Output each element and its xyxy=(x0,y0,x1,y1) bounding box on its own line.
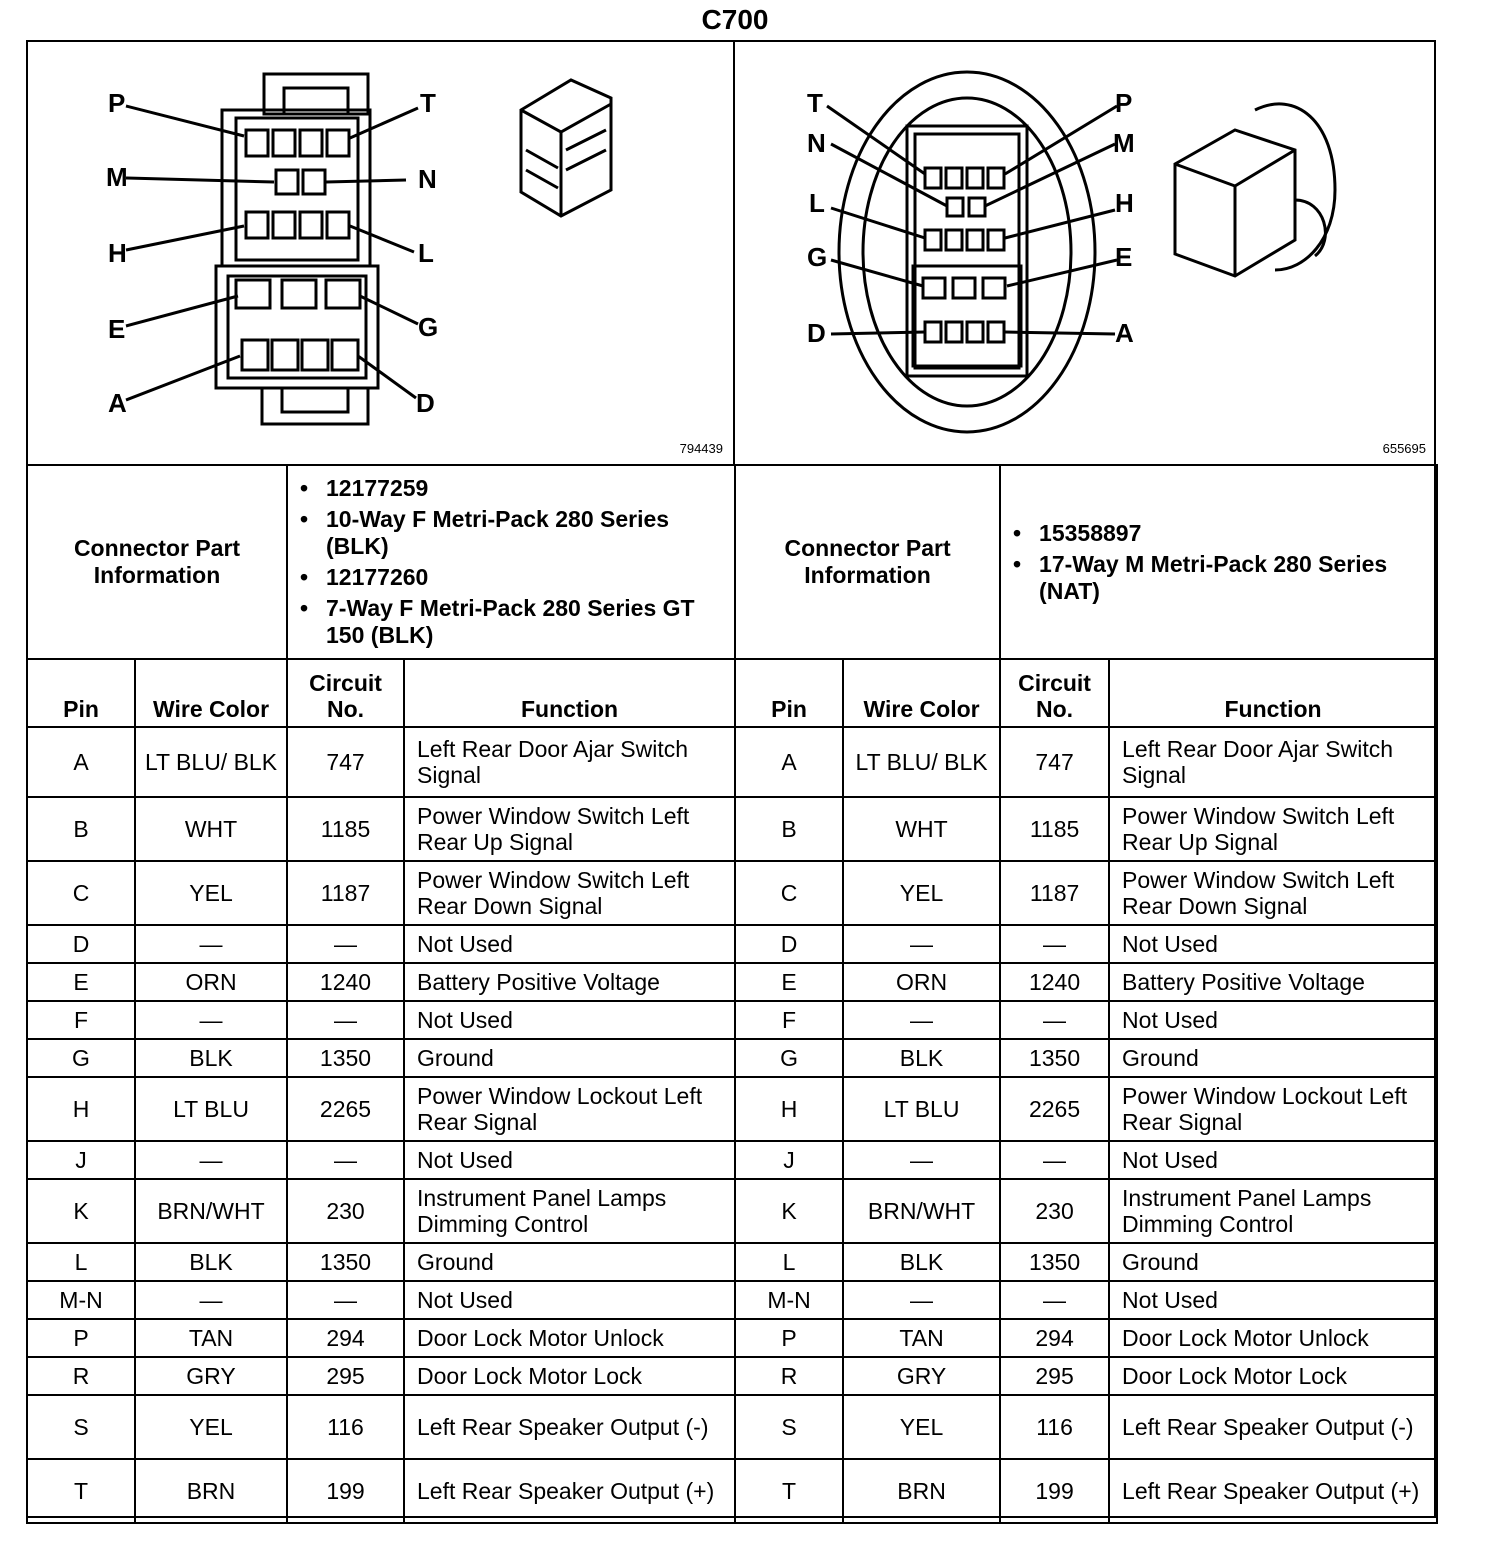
function-cell: Left Rear Speaker Output (-) xyxy=(404,1395,735,1459)
wire-color-cell: LT BLU xyxy=(843,1077,1000,1141)
header-pin: Pin xyxy=(735,659,843,727)
function-cell: Left Rear Speaker Output (+) xyxy=(1109,1459,1437,1523)
circuit-cell: — xyxy=(1000,1281,1109,1319)
wire-color-cell: TAN xyxy=(135,1319,287,1357)
right-pin-label: P xyxy=(1115,88,1133,118)
wire-color-cell: LT BLU/ BLK xyxy=(843,727,1000,797)
circuit-cell: — xyxy=(1000,1141,1109,1179)
right-pin-label: M xyxy=(1113,128,1135,158)
pin-cell: H xyxy=(27,1077,135,1141)
pin-cell: K xyxy=(27,1179,135,1243)
table-row xyxy=(27,861,1437,925)
info-item: • 10-Way F Metri-Pack 280 Series (BLK) xyxy=(326,506,734,560)
function-cell: Power Window Lockout Left Rear Signal xyxy=(1109,1077,1437,1141)
wire-color-cell: — xyxy=(135,1001,287,1039)
wire-color-cell: — xyxy=(135,925,287,963)
wire-color-cell: BRN xyxy=(843,1459,1000,1523)
right-pin-label: H xyxy=(1115,188,1134,218)
pin-cell: T xyxy=(735,1459,843,1523)
circuit-cell: 1350 xyxy=(287,1243,404,1281)
function-cell: Power Window Switch Left Rear Up Signal xyxy=(404,797,735,861)
function-cell: Instrument Panel Lamps Dimming Control xyxy=(404,1179,735,1243)
left-info-label: Connector Part Information xyxy=(27,465,287,659)
wire-color-cell: BLK xyxy=(135,1039,287,1077)
wire-color-cell: — xyxy=(843,1001,1000,1039)
function-cell: Not Used xyxy=(404,1001,735,1039)
circuit-cell: 199 xyxy=(1000,1459,1109,1523)
wire-color-cell: GRY xyxy=(843,1357,1000,1395)
function-cell: Not Used xyxy=(1109,1141,1437,1179)
function-cell: Power Window Switch Left Rear Down Signal xyxy=(1109,861,1437,925)
pin-cell: B xyxy=(27,797,135,861)
table-row xyxy=(27,727,1437,797)
pin-cell: A xyxy=(27,727,135,797)
circuit-cell: 295 xyxy=(287,1357,404,1395)
pin-cell: G xyxy=(735,1039,843,1077)
circuit-cell: — xyxy=(1000,1001,1109,1039)
function-cell: Not Used xyxy=(1109,1001,1437,1039)
pin-cell: H xyxy=(735,1077,843,1141)
pin-cell: P xyxy=(735,1319,843,1357)
circuit-cell: — xyxy=(1000,925,1109,963)
right-pin-label: D xyxy=(807,318,826,348)
info-item: • 7-Way F Metri-Pack 280 Series GT 150 (BLK) xyxy=(326,595,734,649)
circuit-cell: 1350 xyxy=(1000,1039,1109,1077)
table-row xyxy=(27,1141,1437,1179)
function-cell: Battery Positive Voltage xyxy=(404,963,735,1001)
circuit-cell: 747 xyxy=(287,727,404,797)
circuit-cell: 294 xyxy=(1000,1319,1109,1357)
right-info-label: Connector Part Information xyxy=(735,465,1000,659)
wire-color-cell: — xyxy=(135,1281,287,1319)
wire-color-cell: LT BLU/ BLK xyxy=(135,727,287,797)
wire-color-cell: YEL xyxy=(843,1395,1000,1459)
pin-cell: R xyxy=(735,1357,843,1395)
circuit-cell: 747 xyxy=(1000,727,1109,797)
circuit-cell: 116 xyxy=(1000,1395,1109,1459)
function-cell: Ground xyxy=(1109,1243,1437,1281)
circuit-cell: 1350 xyxy=(1000,1243,1109,1281)
function-cell: Left Rear Speaker Output (+) xyxy=(404,1459,735,1523)
function-cell: Left Rear Door Ajar Switch Signal xyxy=(1109,727,1437,797)
pin-cell: S xyxy=(735,1395,843,1459)
info-item: • 12177260 xyxy=(326,564,734,591)
function-cell: Ground xyxy=(1109,1039,1437,1077)
wire-color-cell: WHT xyxy=(135,797,287,861)
pin-cell: C xyxy=(735,861,843,925)
wire-color-cell: YEL xyxy=(135,861,287,925)
left-pin-label: D xyxy=(416,388,435,418)
pin-cell: E xyxy=(735,963,843,1001)
table-row xyxy=(27,925,1437,963)
circuit-cell: 295 xyxy=(1000,1357,1109,1395)
pin-cell: M-N xyxy=(27,1281,135,1319)
function-cell: Battery Positive Voltage xyxy=(1109,963,1437,1001)
circuit-cell: — xyxy=(287,1281,404,1319)
right-pin-label: G xyxy=(807,242,828,272)
pin-cell: L xyxy=(27,1243,135,1281)
right-pin-label: A xyxy=(1115,318,1134,348)
circuit-cell: — xyxy=(287,1141,404,1179)
wire-color-cell: BRN xyxy=(135,1459,287,1523)
circuit-cell: — xyxy=(287,925,404,963)
pin-cell: K xyxy=(735,1179,843,1243)
circuit-cell: — xyxy=(287,1001,404,1039)
wire-color-cell: BLK xyxy=(135,1243,287,1281)
circuit-cell: 2265 xyxy=(1000,1077,1109,1141)
left-pin-label: G xyxy=(418,312,439,342)
pin-cell: R xyxy=(27,1357,135,1395)
wire-color-cell: LT BLU xyxy=(135,1077,287,1141)
wire-color-cell: — xyxy=(843,925,1000,963)
circuit-cell: 1240 xyxy=(287,963,404,1001)
function-cell: Not Used xyxy=(404,1141,735,1179)
header-wire-color: Wire Color xyxy=(843,659,1000,727)
function-cell: Door Lock Motor Lock xyxy=(1109,1357,1437,1395)
right-pin-label: T xyxy=(807,88,823,118)
circuit-cell: 2265 xyxy=(287,1077,404,1141)
table-row xyxy=(27,1395,1437,1459)
left-info-list xyxy=(287,465,735,659)
wire-color-cell: YEL xyxy=(843,861,1000,925)
info-item: • 17-Way M Metri-Pack 280 Series (NAT) xyxy=(1039,551,1436,605)
left-figure-number: 794439 xyxy=(679,441,723,456)
function-cell: Power Window Switch Left Rear Up Signal xyxy=(1109,797,1437,861)
left-pin-label: L xyxy=(418,238,434,268)
table-header-row xyxy=(27,659,1437,727)
table-row xyxy=(27,1459,1437,1523)
function-cell: Ground xyxy=(404,1039,735,1077)
right-pin-label: N xyxy=(807,128,826,158)
table-row xyxy=(27,963,1437,1001)
pin-cell: F xyxy=(27,1001,135,1039)
pin-cell: D xyxy=(27,925,135,963)
pin-cell: E xyxy=(27,963,135,1001)
circuit-cell: 230 xyxy=(1000,1179,1109,1243)
right-connector-drawing xyxy=(735,40,1436,464)
wire-color-cell: ORN xyxy=(843,963,1000,1001)
circuit-cell: 1350 xyxy=(287,1039,404,1077)
wire-color-cell: GRY xyxy=(135,1357,287,1395)
header-function: Function xyxy=(404,659,735,727)
wire-color-cell: — xyxy=(843,1281,1000,1319)
pin-cell: J xyxy=(27,1141,135,1179)
left-pin-label: M xyxy=(106,162,128,192)
function-cell: Ground xyxy=(404,1243,735,1281)
circuit-cell: 230 xyxy=(287,1179,404,1243)
circuit-cell: 1240 xyxy=(1000,963,1109,1001)
pin-cell: S xyxy=(27,1395,135,1459)
pin-cell: F xyxy=(735,1001,843,1039)
left-pin-label: E xyxy=(108,314,126,344)
function-cell: Door Lock Motor Lock xyxy=(404,1357,735,1395)
wire-color-cell: BRN/WHT xyxy=(843,1179,1000,1243)
table-row xyxy=(27,1077,1437,1141)
circuit-cell: 199 xyxy=(287,1459,404,1523)
header-wire-color: Wire Color xyxy=(135,659,287,727)
function-cell: Not Used xyxy=(404,925,735,963)
pin-cell: D xyxy=(735,925,843,963)
function-cell: Power Window Lockout Left Rear Signal xyxy=(404,1077,735,1141)
right-figure-number: 655695 xyxy=(1382,441,1426,456)
table-row xyxy=(27,1243,1437,1281)
wire-color-cell: WHT xyxy=(843,797,1000,861)
table-row xyxy=(27,1319,1437,1357)
wire-color-cell: — xyxy=(843,1141,1000,1179)
circuit-cell: 1187 xyxy=(287,861,404,925)
function-cell: Left Rear Door Ajar Switch Signal xyxy=(404,727,735,797)
info-item: • 15358897 xyxy=(1039,520,1436,547)
circuit-cell: 294 xyxy=(287,1319,404,1357)
pin-cell: B xyxy=(735,797,843,861)
left-pin-label: A xyxy=(108,388,127,418)
left-connector-drawing xyxy=(26,40,733,464)
right-pin-label: E xyxy=(1115,242,1133,272)
pin-cell: G xyxy=(27,1039,135,1077)
right-connector-diagram xyxy=(735,40,1436,466)
pin-cell: L xyxy=(735,1243,843,1281)
wire-color-cell: TAN xyxy=(843,1319,1000,1357)
wire-color-cell: YEL xyxy=(135,1395,287,1459)
function-cell: Not Used xyxy=(404,1281,735,1319)
header-circuit-no: Circuit No. xyxy=(1000,659,1109,727)
function-cell: Left Rear Speaker Output (-) xyxy=(1109,1395,1437,1459)
pin-cell: A xyxy=(735,727,843,797)
right-pin-label: L xyxy=(809,188,825,218)
info-item: • 12177259 xyxy=(326,475,734,502)
left-pin-label: T xyxy=(420,88,436,118)
table-row xyxy=(27,797,1437,861)
connector-title: C700 xyxy=(701,4,769,35)
pinout-table xyxy=(26,464,1438,1524)
header-function: Function xyxy=(1109,659,1437,727)
pin-cell: T xyxy=(27,1459,135,1523)
circuit-cell: 116 xyxy=(287,1395,404,1459)
wire-color-cell: ORN xyxy=(135,963,287,1001)
connector-info-row xyxy=(27,465,1437,659)
pin-cell: M-N xyxy=(735,1281,843,1319)
circuit-cell: 1185 xyxy=(1000,797,1109,861)
wire-color-cell: BLK xyxy=(843,1243,1000,1281)
left-pin-label: P xyxy=(108,88,126,118)
table-row xyxy=(27,1179,1437,1243)
wire-color-cell: BRN/WHT xyxy=(135,1179,287,1243)
function-cell: Not Used xyxy=(1109,1281,1437,1319)
pin-cell: P xyxy=(27,1319,135,1357)
function-cell: Door Lock Motor Unlock xyxy=(404,1319,735,1357)
left-pin-label: N xyxy=(418,164,437,194)
table-row xyxy=(27,1357,1437,1395)
function-cell: Door Lock Motor Unlock xyxy=(1109,1319,1437,1357)
table-row xyxy=(27,1281,1437,1319)
wire-color-cell: — xyxy=(135,1141,287,1179)
pin-cell: C xyxy=(27,861,135,925)
left-connector-diagram xyxy=(26,40,735,466)
left-pin-label: H xyxy=(108,238,127,268)
circuit-cell: 1187 xyxy=(1000,861,1109,925)
circuit-cell: 1185 xyxy=(287,797,404,861)
function-cell: Instrument Panel Lamps Dimming Control xyxy=(1109,1179,1437,1243)
right-info-list xyxy=(1000,465,1437,659)
header-circuit-no: Circuit No. xyxy=(287,659,404,727)
function-cell: Power Window Switch Left Rear Down Signal xyxy=(404,861,735,925)
table-row xyxy=(27,1039,1437,1077)
table-row xyxy=(27,1001,1437,1039)
pin-cell: J xyxy=(735,1141,843,1179)
header-pin: Pin xyxy=(27,659,135,727)
function-cell: Not Used xyxy=(1109,925,1437,963)
wire-color-cell: BLK xyxy=(843,1039,1000,1077)
